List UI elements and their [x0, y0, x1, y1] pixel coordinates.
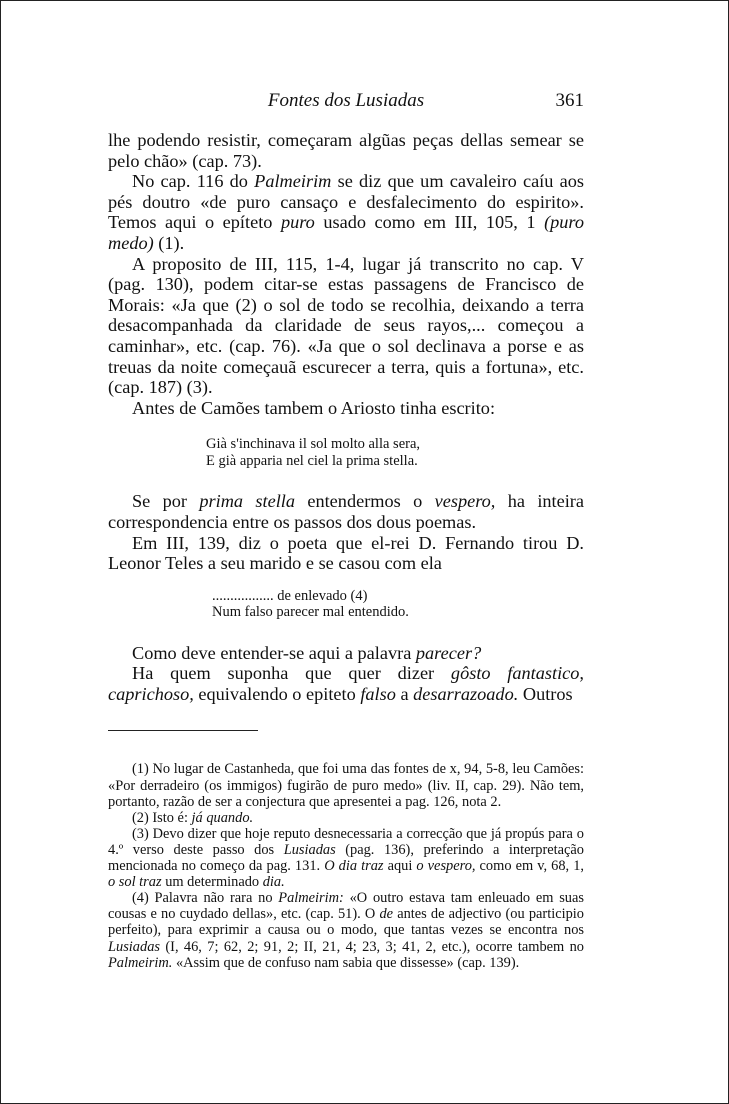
text-run: Se por: [132, 491, 200, 512]
verse-line: E già apparia nel ciel la prima stella.: [206, 452, 418, 469]
italic-run: o vespero,: [416, 858, 476, 875]
italic-run: puro: [280, 212, 315, 233]
text-run: No cap. 116 do: [132, 171, 255, 192]
verse-line: Già s'inchinava il sol molto alla sera,: [206, 436, 421, 453]
text-run: entendermos o: [295, 491, 435, 512]
text-run: antes de adjectivo (ou participio perfeito), para exprimir a causa ou o modo, que tantas vezes se encontra nos: [108, 906, 584, 939]
paragraph-6: [108, 533, 584, 574]
text-run: (I, 46, 7; 62, 2; 91, 2; II, 21, 4; 23, 3; 41, 2, etc.), ocorre tambem no: [159, 938, 584, 955]
text-run: (4) Palavra não rara no: [132, 890, 279, 907]
text-run: (2) Isto é:: [132, 809, 192, 826]
text-run: aqui: [383, 858, 417, 875]
italic-run: Palmeirim:: [278, 890, 344, 907]
text-run: «O outro estava tam enleuado em suas cousas e no cuydado dellas», etc. (cap. 51). O: [108, 890, 584, 923]
page-number: 361: [555, 90, 584, 111]
footnote-2: [108, 810, 584, 826]
italic-run: falso: [360, 683, 396, 704]
footnote-3: [108, 826, 584, 890]
paragraph-5: [108, 491, 584, 532]
text-run: equivalendo o epiteto: [193, 683, 361, 704]
italic-run: Lusiadas: [108, 938, 160, 955]
text-run: se diz que um cavaleiro caíu aos pés doutro «de puro cansaço e desfalecimento do espirito». Temos aqui o epíteto: [108, 171, 584, 233]
italic-run: prima stella: [199, 491, 295, 512]
text-run: «Assim que de confuso nam sabia que dissesse» (cap. 139).: [172, 954, 520, 971]
verse-quote-ariosto: [206, 436, 584, 469]
footnote-rule: [108, 730, 258, 731]
body-text: [108, 130, 584, 704]
verse-line: Num falso parecer mal entendido.: [212, 604, 409, 621]
text-run: (pag. 136), preferindo a interpretação mencionada no começo da pag. 131.: [108, 841, 584, 875]
paragraph-4: [108, 398, 584, 419]
paragraph-8: [108, 663, 584, 704]
text-run: a: [395, 683, 414, 704]
verse-line: ................. de enlevado (4): [212, 587, 368, 604]
footnote-text: (1) No lugar de Castanheda, que foi uma das fontes de x, 94, 5-8, leu Camões: «Por derradeiro (os immigos) fugirão de puro medo» (liv. II, cap. 29). Não tem, portanto, razão de ser a conjectura que apresentei a pag. 126, nota 2.: [108, 761, 584, 810]
book-page: [108, 88, 584, 971]
italic-run: parecer?: [415, 642, 482, 663]
verse-quote-camoes: [212, 588, 584, 621]
paragraph-1: [108, 130, 584, 171]
paragraph-text: Antes de Camões tambem o Ariosto tinha escrito:: [132, 397, 496, 418]
paragraph-text: lhe podendo resistir, começaram algũas peças dellas semear se pelo chão» (cap. 73).: [108, 130, 584, 171]
text-run: Como deve entender-se aqui a palavra: [132, 642, 416, 663]
text-run: Outros: [518, 683, 573, 704]
italic-run: Lusiadas: [283, 841, 336, 858]
paragraph-3: [108, 254, 584, 398]
italic-run: o sol traz: [108, 874, 162, 891]
footnote-4: [108, 890, 584, 970]
paragraph-7: [108, 643, 584, 664]
italic-run: Palmeirim.: [108, 954, 173, 971]
italic-run: Palmeirim: [254, 171, 332, 192]
text-run: usado como em III, 105, 1: [314, 212, 545, 233]
paragraph-2: [108, 171, 584, 253]
page-header: [108, 88, 584, 116]
text-run: ha inteira correspondencia entre os passos dos dous poemas.: [108, 491, 585, 532]
italic-run: já quando.: [191, 809, 254, 826]
text-run: (1).: [153, 232, 185, 253]
italic-run: desarrazoado.: [413, 683, 519, 704]
text-run: (3) Devo dizer que hoje reputo desnecessaria a correcção que já propús para o 4.º verso deste passo dos: [108, 825, 584, 858]
footnotes: [108, 761, 584, 970]
paragraph-text: Em III, 139, diz o poeta que el-rei D. Fernando tirou D. Leonor Teles a seu marido e se casou com ela: [108, 532, 584, 574]
text-run: como em v, 68, 1,: [475, 858, 584, 875]
footnote-1: [108, 761, 584, 809]
italic-run: gôsto fantastico, caprichoso,: [108, 663, 584, 704]
italic-run: (puro medo): [108, 212, 585, 253]
italic-run: O dia traz: [324, 858, 384, 875]
italic-run: de: [379, 906, 394, 923]
text-run: Ha quem suponha que quer dizer: [132, 663, 451, 684]
italic-run: vespero,: [434, 491, 496, 512]
text-run: um determinado: [161, 874, 263, 891]
italic-run: dia.: [262, 874, 285, 891]
running-head: Fontes dos Lusiadas: [267, 90, 425, 111]
paragraph-text: A proposito de III, 115, 1-4, lugar já transcrito no cap. V (pag. 130), podem citar-se estas passagens de Francisco de Morais: «Ja que (2) o sol de todo se recolhia, deixando a terra desacompanhada da claridade de seus rayos,... começou a caminhar», etc. (cap. 76). «Ja que o sol declinava a porse e as treuas da noite começauã escurecer a terra, quis a fortuna», etc. (cap. 187) (3).: [108, 253, 584, 398]
